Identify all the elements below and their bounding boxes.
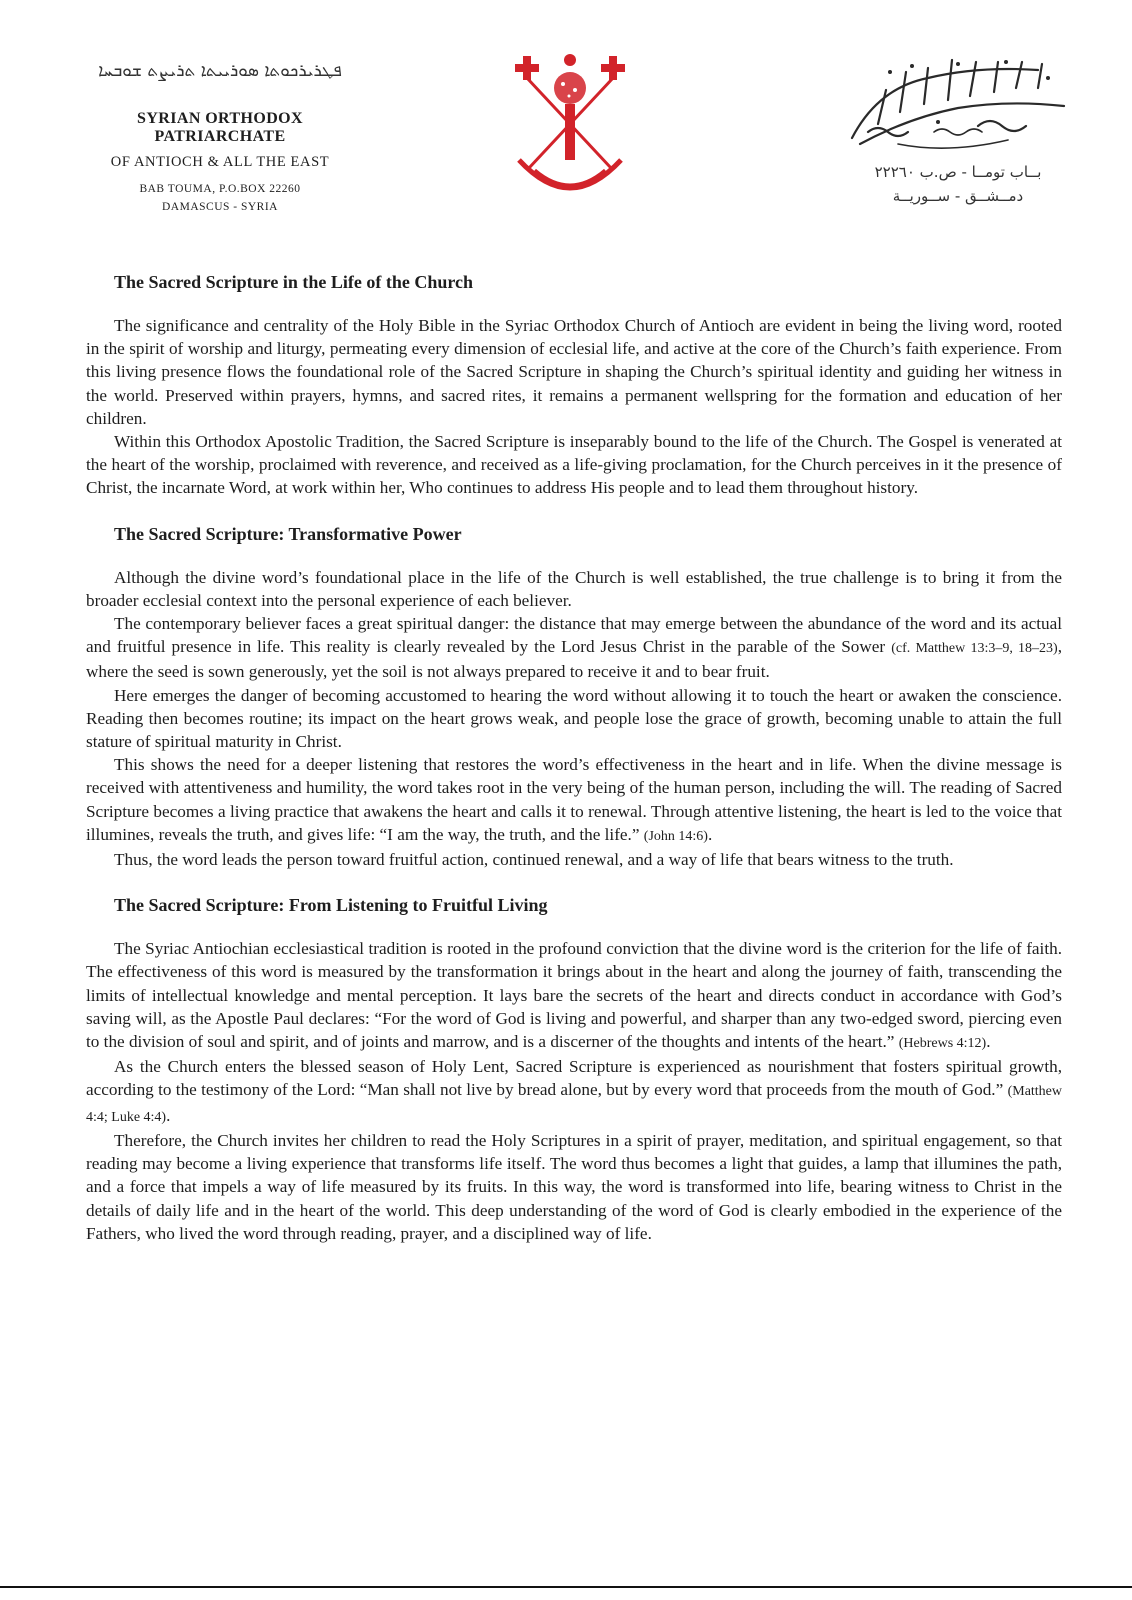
paragraph <box>86 753 1062 848</box>
paragraph-text: The contemporary believer faces a great spiritual danger: the distance that may emerge between the abundance of the word and its actual and fruitful presence in life. This reality is clearly revealed by the Lord Jesus Christ in the parable of the Sower <box>86 614 1062 657</box>
patriarchate-subtitle: OF ANTIOCH & ALL THE EAST <box>110 154 330 170</box>
section <box>86 522 1062 872</box>
patriarchate-name: SYRIAN ORTHODOX PATRIARCHATE <box>137 110 303 145</box>
arabic-calligraphy-logo-icon <box>838 48 1078 158</box>
scripture-reference: (John 14:6) <box>643 828 708 844</box>
paragraph: Thus, the word leads the person toward fruitful action, continued renewal, and a way of life that bears witness to the truth. <box>114 850 954 870</box>
section-paragraphs <box>86 566 1062 872</box>
paragraph-text: As the Church enters the blessed season of Holy Lent, Sacred Scripture is experienced as nourishment that fosters spiritual growth, according to the testimony of the Lord: “Man shall not live by bread alone, but by every word that proceeds from the mouth of God.” <box>86 1057 1062 1100</box>
section-paragraphs <box>86 314 1062 500</box>
arabic-address-line-1: بــاب تومــا - ص.ب ٢٢٢٦٠ <box>874 163 1042 181</box>
paragraph: Although the divine word’s foundational place in the life of the Church is well established, the true challenge is to bring it from the broader ecclesial context into the personal experience of each believer. <box>86 567 1062 610</box>
patriarchal-emblem-icon <box>505 50 635 200</box>
section-paragraphs <box>86 937 1062 1245</box>
paragraph: Here emerges the danger of becoming accustomed to hearing the word without allowing it to touch the heart or awaken the conscience. Reading then becomes routine; its impact on the heart grows weak, and people lose the grace of growth, becoming unable to attain the full stature of spiritual maturity in Christ. <box>86 685 1062 752</box>
scripture-reference: (Matthew 4:4; Luke 4:4) <box>86 1084 1063 1125</box>
scripture-reference: (Hebrews 4:12) <box>898 1036 987 1052</box>
syriac-title: ܦܛܪܝܪܟܘܬܐ ܣܘܪܝܝܬܐ ܬܪܝܨܬ ܫܘܒܚܐ <box>98 61 342 81</box>
paragraph-text-continued: . <box>986 1032 991 1052</box>
paragraph: Within this Orthodox Apostolic Tradition, the Sacred Scripture is inseparably bound to the life of the Church. The Gospel is venerated at the heart of the worship, proclaimed with reverence, and received as a life-giving proclamation, for the Church perceives in it the presence of Christ, the incarnate Word, at work within her, Who continues to address His people and to lead them throughout history. <box>86 432 1062 498</box>
paragraph-text-continued: . <box>707 824 713 844</box>
paragraph: The significance and centrality of the Holy Bible in the Syriac Orthodox Church of Antioch are evident in being the living word, rooted in the spirit of worship and liturgy, permeating every dimension of ecclesial life, and active at the core of the Church’s faith experience. From this living presence flows the foundational role of the Sacred Scripture in shaping the Church’s spiritual identity and guiding her witness in the world. Preserved within prayers, hymns, and sacred rites, it remains a permanent wellspring for the formation and education of her children. <box>86 316 1062 428</box>
bottom-rule <box>0 1586 1132 1588</box>
paragraph-text-continued: , where the seed is sown generously, yet the soil is not always prepared to receive it and to bear fruit. <box>86 637 1063 682</box>
scripture-reference: (cf. Matthew 13:3–9, 18–23) <box>891 641 1058 657</box>
section-heading: The Sacred Scripture: From Listening to Fruitful Living <box>114 895 548 916</box>
section <box>86 270 1062 500</box>
paragraph <box>86 612 1062 684</box>
paragraph <box>86 937 1062 1055</box>
section-heading: The Sacred Scripture: Transformative Power <box>114 523 462 544</box>
address-line-1: BAB TOUMA, P.O.BOX 22260 <box>139 183 301 195</box>
section <box>86 893 1062 1245</box>
document-body <box>86 270 1062 1267</box>
arabic-address-line-2: دمــشــق - ســوريــة <box>892 187 1024 205</box>
paragraph-text-continued: . <box>166 1105 171 1125</box>
letterhead <box>0 0 1132 240</box>
paragraph: Therefore, the Church invites her children to read the Holy Scriptures in a spirit of prayer, meditation, and spiritual engagement, so that reading may become a living experience that transforms life itself. The word thus becomes a light that guides, a lamp that illumines the path, and a force that impels a way of life measured by its fruits. In this way, the word is transformed into life, bearing witness to Christ in the details of daily life and in the heart of the world. This deep understanding of the word of God is clearly embodied in the experience of the Fathers, who lived the word through reading, prayer, and a disciplined way of life. <box>86 1130 1062 1243</box>
paragraph-text: The Syriac Antiochian ecclesiastical tradition is rooted in the profound conviction that the divine word is the criterion for the life of faith. The effectiveness of this word is measured by the transformation it brings about in the heart and along the journey of faith, transcending the limits of intellectual knowledge and mental perception. It lays bare the secrets of the heart and directs conduct in accordance with God’s saving will, as the Apostle Paul declares: “For the word of God is living and powerful, and sharper than any two-edged sword, piercing even to the division of soul and spirit, and of joints and marrow, and is a discerner of the thoughts and intents of the heart.” <box>86 939 1062 1052</box>
section-heading: The Sacred Scripture in the Life of the Church <box>114 272 473 292</box>
letterhead-left-block <box>70 58 370 213</box>
letterhead-right-block <box>838 48 1078 205</box>
paragraph <box>86 1055 1062 1129</box>
paragraph-text: This shows the need for a deeper listening that restores the word’s effectiveness in the heart and in life. When the divine message is received with attentiveness and humility, the word takes root in the very being of the human person, including the will. The reading of Sacred Scripture becomes a living practice that awakens the heart and calls it to renewal. Through attentive listening, the heart is led to the voice that illumines, reveals the truth, and gives life: “I am the way, the truth, and the life.” <box>86 755 1062 844</box>
address-line-2: DAMASCUS - SYRIA <box>162 201 278 213</box>
